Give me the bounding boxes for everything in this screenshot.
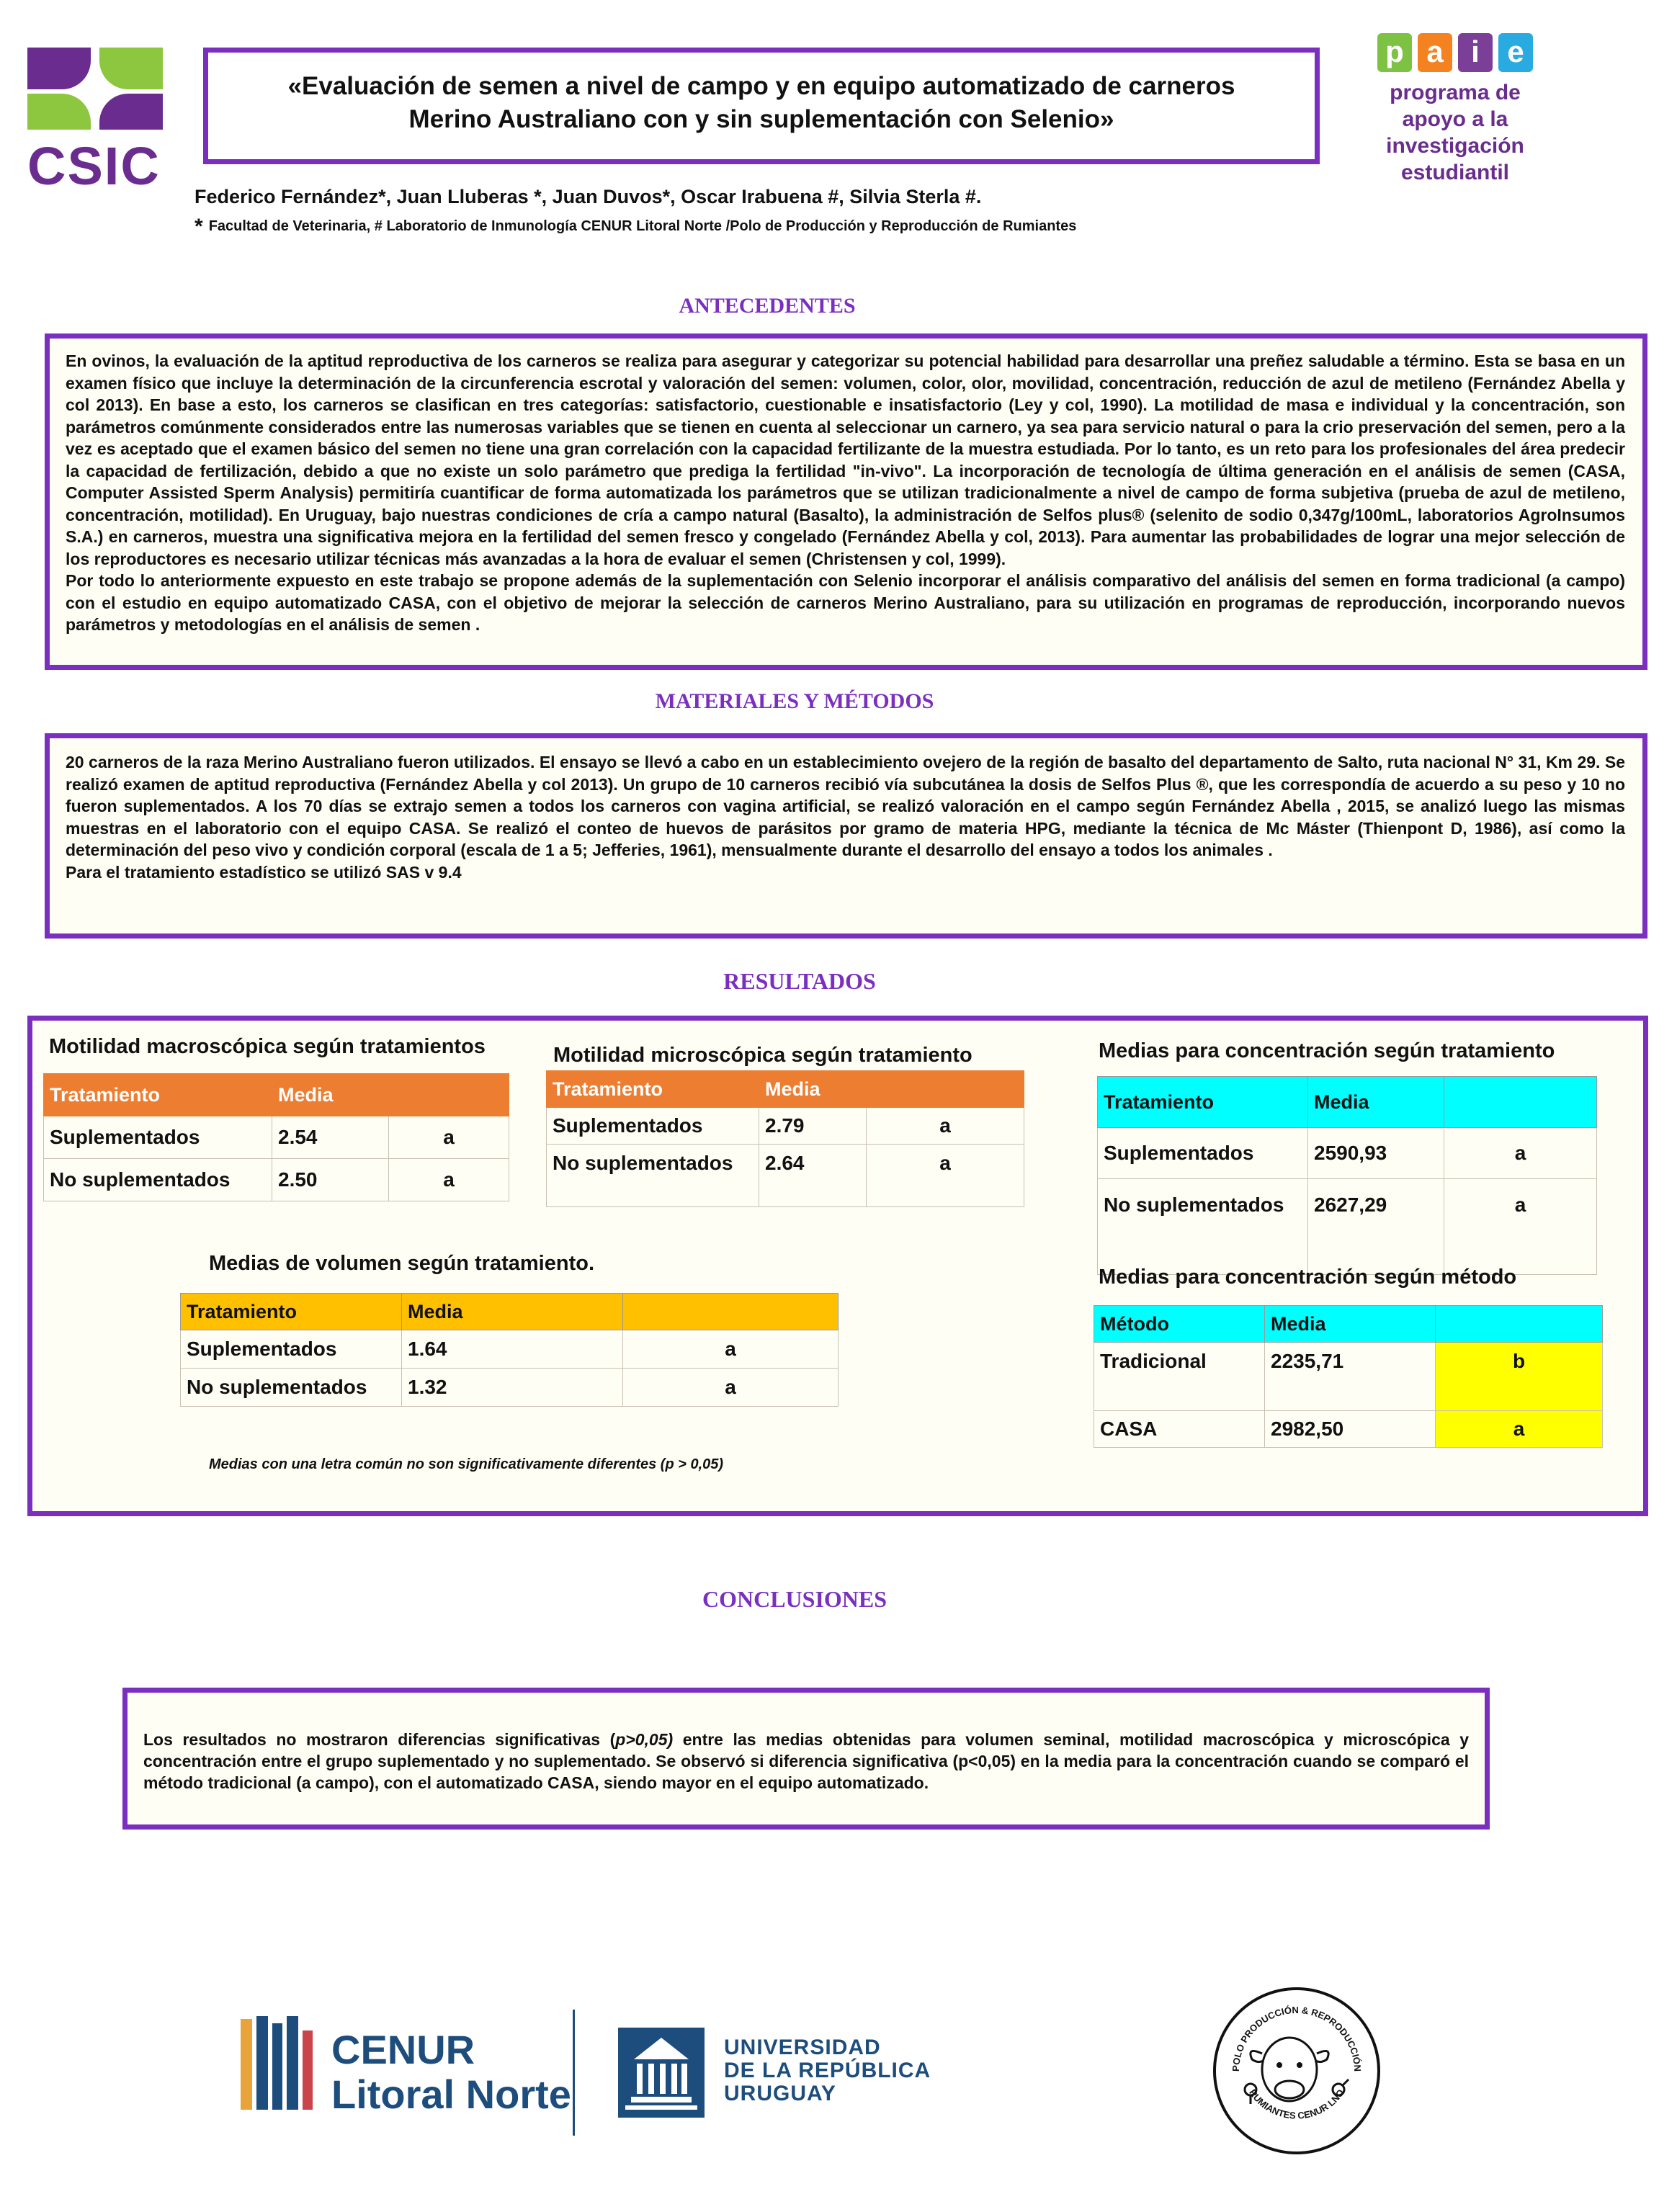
table-header-row — [181, 1294, 839, 1330]
cenur-logo-icon — [238, 2013, 317, 2114]
polo-seal-top-text: POLO PRODUCCIÓN & REPRODUCCIÓN — [1230, 2004, 1364, 2072]
cenur-logo-line: CENUR — [331, 2027, 475, 2072]
table-header-cell: Media — [1308, 1077, 1444, 1128]
conclusiones-text: Los resultados no mostraron diferencias significativas ( — [143, 1730, 616, 1749]
paie-logo-line: investigación — [1386, 134, 1524, 158]
table-row — [1094, 1411, 1603, 1448]
table-row — [44, 1116, 509, 1159]
table-row — [547, 1145, 1024, 1207]
table-row — [181, 1330, 839, 1369]
conclusiones-text: entre las medias obtenidas para volumen seminal, motilidad macroscópica y microscópica y concentración entre el grupo suplementado y no suplementado. Se observó si diferencia significativa (p<0,05) en la media para la concentración cuando se comparó el método tradicional (a campo), con el automatizado CASA, siendo mayor en el equipo automatizado. — [143, 1730, 1470, 1792]
table-cell: 1.64 — [402, 1330, 623, 1369]
materiales-paragraph: 20 carneros de la raza Merino Australiano fueron utilizados. El ensayo se llevó a cabo en un establecimiento ovejero de la región de basalto del departamento de Salto, ruta nacional N° 31, Km 29. Se realizó examen de aptitud reproductiva (Fernández Abella y col 2013). Un grupo de 10 carneros recibió vía subcutánea la dosis de Selfos Plus ®, que les correspondía de acuerdo a su peso y 10 no fueron suplementados. A los 70 días se extrajo semen a todos los carneros con vagina artificial, se realizó valoración en el campo según Fernández Abella , 2015, se analizó luego las mismas muestras en el laboratorio con el equipo CASA. Se realizó el conteo de huevos de parásitos por gramo de materia HPG, mediante la técnica de Mc Máster (Thienpont D, 1986), así como la determinación del peso vivo y condición corporal (escala de 1 a 5; Jefferies, 1961), mensualmente durante el desarrollo del ensayo a todos los animales . — [66, 753, 1625, 859]
results-footnote: Medias con una letra común no son significativamente diferentes (p > 0,05) — [209, 1456, 724, 1472]
table-cell: 2627,29 — [1308, 1179, 1444, 1275]
paie-logo-line: programa de — [1390, 81, 1521, 104]
table-cell: No suplementados — [181, 1369, 402, 1407]
table-micro — [546, 1070, 1024, 1207]
table-header-cell: Media — [402, 1294, 623, 1330]
table-header-cell — [389, 1074, 509, 1116]
paie-letter: e — [1498, 33, 1533, 72]
table-cell: Suplementados — [547, 1108, 759, 1145]
cenur-logo-text — [331, 2028, 571, 2117]
antecedentes-paragraph: En ovinos, la evaluación de la aptitud reproductiva de los carneros se realiza para asegurar y categorizar su potencial habilidad para desarrollar una preñez saludable a término. Esta se basa en un examen físico que incluye la determinación de la circunferencia escrotal y valoración del semen: volumen, color, olor, movilidad, concentración, reducción de azul de metileno (Fernández Abella y col 2013). En base a esto, los carneros se clasifican en tres categorías: satisfactorio, cuestionable e insatisfactorio (Ley y col, 1990). La motilidad de masa e individual y la concentración, son parámetros comúnmente considerados entre las numerosas variables que se tienen en cuenta al seleccionar un carnero, ya sea para servicio natural o para la crio preservación del semen, pero a la vez es aceptado que el examen básico del semen no tiene una gran correlación con la capacidad fertilizante de la muestra estudiada. Por lo tanto, es un reto para los profesionales del área predecir la capacidad de fertilización, debido a que no existe un solo parámetro que prediga la fertilidad "in-vivo". La incorporación de tecnología de última generación en el análisis de semen (CASA, Computer Assisted Sperm Analysis) permitiría cuantificar de forma automatizada los parámetros que se utilizan tradicionalmente a nivel de campo de forma subjetiva (prueba de azul de metileno, concentración, motilidad). En Uruguay, bajo nuestras condiciones de cría a campo natural (Basalto), la administración de Selfos plus® (selenito de sodio 0,347g/100mL, laboratorios AgroInsumos S.A.) en carneros, muestra una significativa mejora en la fertilidad del semen fresco y congelado (Fernández Abella y col, 2013). Para aumentar las probabilidades de lograr una mejor selección de los reproductores es necesario utilizar técnicas más avanzadas a la hora de evaluar el semen (Christensen y col, 1999). — [66, 351, 1625, 568]
table-cell: 2.50 — [272, 1159, 389, 1201]
table-title-volumen — [209, 1252, 594, 1276]
table-title-volumen-text: Medias de volumen según tratamiento — [209, 1252, 589, 1275]
affiliation — [194, 215, 1076, 239]
table-header-row — [1094, 1306, 1603, 1343]
csic-logo-text: CSIC — [27, 136, 161, 196]
table-conc-metodo — [1094, 1305, 1603, 1448]
table-row — [1098, 1179, 1597, 1275]
udelar-logo-line: URUGUAY — [724, 2082, 836, 2105]
table-row — [1098, 1128, 1597, 1179]
table-header-cell: Media — [759, 1071, 867, 1108]
csic-logo-square — [27, 94, 91, 130]
table-cell: a — [867, 1108, 1024, 1145]
table-cell: Suplementados — [1098, 1128, 1308, 1179]
table-header-cell: Media — [1265, 1306, 1436, 1343]
section-title-antecedentes: ANTECEDENTES — [679, 294, 856, 318]
table-title-macro: Motilidad macroscópica según tratamientos — [49, 1035, 486, 1058]
table-header-cell: Tratamiento — [181, 1294, 402, 1330]
table-row — [1094, 1343, 1603, 1411]
table-cell: No suplementados — [547, 1145, 759, 1207]
table-cell: 1.32 — [402, 1369, 623, 1407]
poster-title-line-1: «Evaluación de semen a nivel de campo y en equipo automatizado de carneros — [287, 72, 1235, 100]
udelar-logo-line: UNIVERSIDAD — [724, 2036, 881, 2059]
table-cell: 2235,71 — [1265, 1343, 1436, 1411]
csic-logo-square — [99, 94, 163, 130]
table-cell: No suplementados — [44, 1159, 272, 1201]
section-title-conclusiones: CONCLUSIONES — [702, 1586, 887, 1612]
table-header-cell: Tratamiento — [44, 1074, 272, 1116]
table-cell: a — [1436, 1411, 1603, 1448]
antecedentes-paragraph: Por todo lo anteriormente expuesto en este trabajo se propone además de la suplementación con Selenio incorporar el análisis comparativo del análisis del semen en forma tradicional (a campo) con el estudio en equipo automatizado CASA, con el objetivo de mejorar la selección de carneros Merino Australiano, para su utilización en programas de reproducción, incorporando nuevos parámetros y metodologías en el análisis de semen . — [66, 571, 1625, 634]
table-cell: 2.64 — [759, 1145, 867, 1207]
paie-letter: i — [1458, 33, 1493, 72]
table-volumen — [180, 1293, 839, 1407]
udelar-logo-icon — [618, 2028, 705, 2118]
table-row — [44, 1159, 509, 1201]
table-cell: a — [389, 1116, 509, 1159]
table-title-conc-tratamiento: Medias para concentración según tratamiento — [1099, 1039, 1555, 1062]
authors: Federico Fernández*, Juan Lluberas *, Juan Duvos*, Oscar Irabuena #, Silvia Sterla #. — [194, 186, 982, 207]
polo-rumiantes-seal — [1210, 1984, 1383, 2157]
table-conc-tratamiento — [1097, 1076, 1597, 1275]
table-cell: Tradicional — [1094, 1343, 1265, 1411]
table-title-conc-metodo: Medias para concentración según método — [1099, 1266, 1517, 1289]
poster-title-line-2: Merino Australiano con y sin suplementación con Selenio» — [408, 105, 1114, 133]
table-cell: 2590,93 — [1308, 1128, 1444, 1179]
table-header-cell — [623, 1294, 839, 1330]
table-header-cell: Método — [1094, 1306, 1265, 1343]
table-cell: a — [1444, 1128, 1597, 1179]
table-cell: a — [867, 1145, 1024, 1207]
table-cell: a — [623, 1330, 839, 1369]
antecedentes-panel — [45, 333, 1647, 670]
table-header-row — [1098, 1077, 1597, 1128]
table-cell: 2.54 — [272, 1116, 389, 1159]
table-macro — [43, 1073, 509, 1201]
table-cell: a — [389, 1159, 509, 1201]
table-header-cell — [867, 1071, 1024, 1108]
table-header-cell: Media — [272, 1074, 389, 1116]
table-cell: b — [1436, 1343, 1603, 1411]
paie-letter: a — [1418, 33, 1452, 72]
materiales-paragraph: Para el tratamiento estadístico se utilizó SAS v 9.4 — [66, 862, 462, 882]
table-header-cell: Tratamiento — [1098, 1077, 1308, 1128]
section-title-materiales: MATERIALES Y MÉTODOS — [655, 689, 934, 713]
table-cell: Suplementados — [181, 1330, 402, 1369]
table-cell: CASA — [1094, 1411, 1265, 1448]
table-header-row — [547, 1071, 1024, 1108]
paie-logo — [1365, 33, 1545, 206]
udelar-logo-line: DE LA REPÚBLICA — [724, 2059, 931, 2082]
affiliation-marker: * — [194, 215, 203, 238]
table-header-cell: Tratamiento — [547, 1071, 759, 1108]
table-header-cell — [1436, 1306, 1603, 1343]
table-cell: 2.79 — [759, 1108, 867, 1145]
table-header-cell — [1444, 1077, 1597, 1128]
udelar-logo-text — [724, 2036, 931, 2105]
affiliation-text: Facultad de Veterinaria, # Laboratorio de Inmunología CENUR Litoral Norte /Polo de Producción y Reproducción de Rumiantes — [208, 218, 1077, 234]
logo-divider — [573, 2010, 575, 2136]
table-title-micro: Motilidad microscópica según tratamiento — [553, 1044, 972, 1067]
table-cell: 2982,50 — [1265, 1411, 1436, 1448]
table-cell: Suplementados — [44, 1116, 272, 1159]
table-header-row — [44, 1074, 509, 1116]
paie-letter: p — [1377, 33, 1412, 72]
csic-logo-square — [99, 48, 163, 89]
csic-logo — [27, 48, 171, 196]
conclusiones-p-value: p>0,05) — [615, 1730, 674, 1749]
table-row — [181, 1369, 839, 1407]
csic-logo-square — [27, 48, 91, 89]
conclusiones-panel — [122, 1688, 1490, 1830]
table-cell: No suplementados — [1098, 1179, 1308, 1275]
conclusiones-paragraph — [143, 1729, 1469, 1794]
table-cell: a — [1444, 1179, 1597, 1275]
section-title-resultados: RESULTADOS — [723, 968, 876, 994]
poster-title-box — [203, 48, 1320, 164]
polo-seal-bottom-text: RUMIANTES CENUR LNO — [1247, 2087, 1346, 2121]
paie-logo-line: apoyo a la — [1402, 107, 1508, 131]
table-cell: a — [623, 1369, 839, 1407]
materiales-panel — [45, 733, 1647, 939]
table-row — [547, 1108, 1024, 1145]
paie-logo-line: estudiantil — [1400, 161, 1509, 184]
table-title-volumen-suffix: . — [588, 1252, 595, 1275]
cenur-logo-line: Litoral Norte — [331, 2072, 571, 2117]
